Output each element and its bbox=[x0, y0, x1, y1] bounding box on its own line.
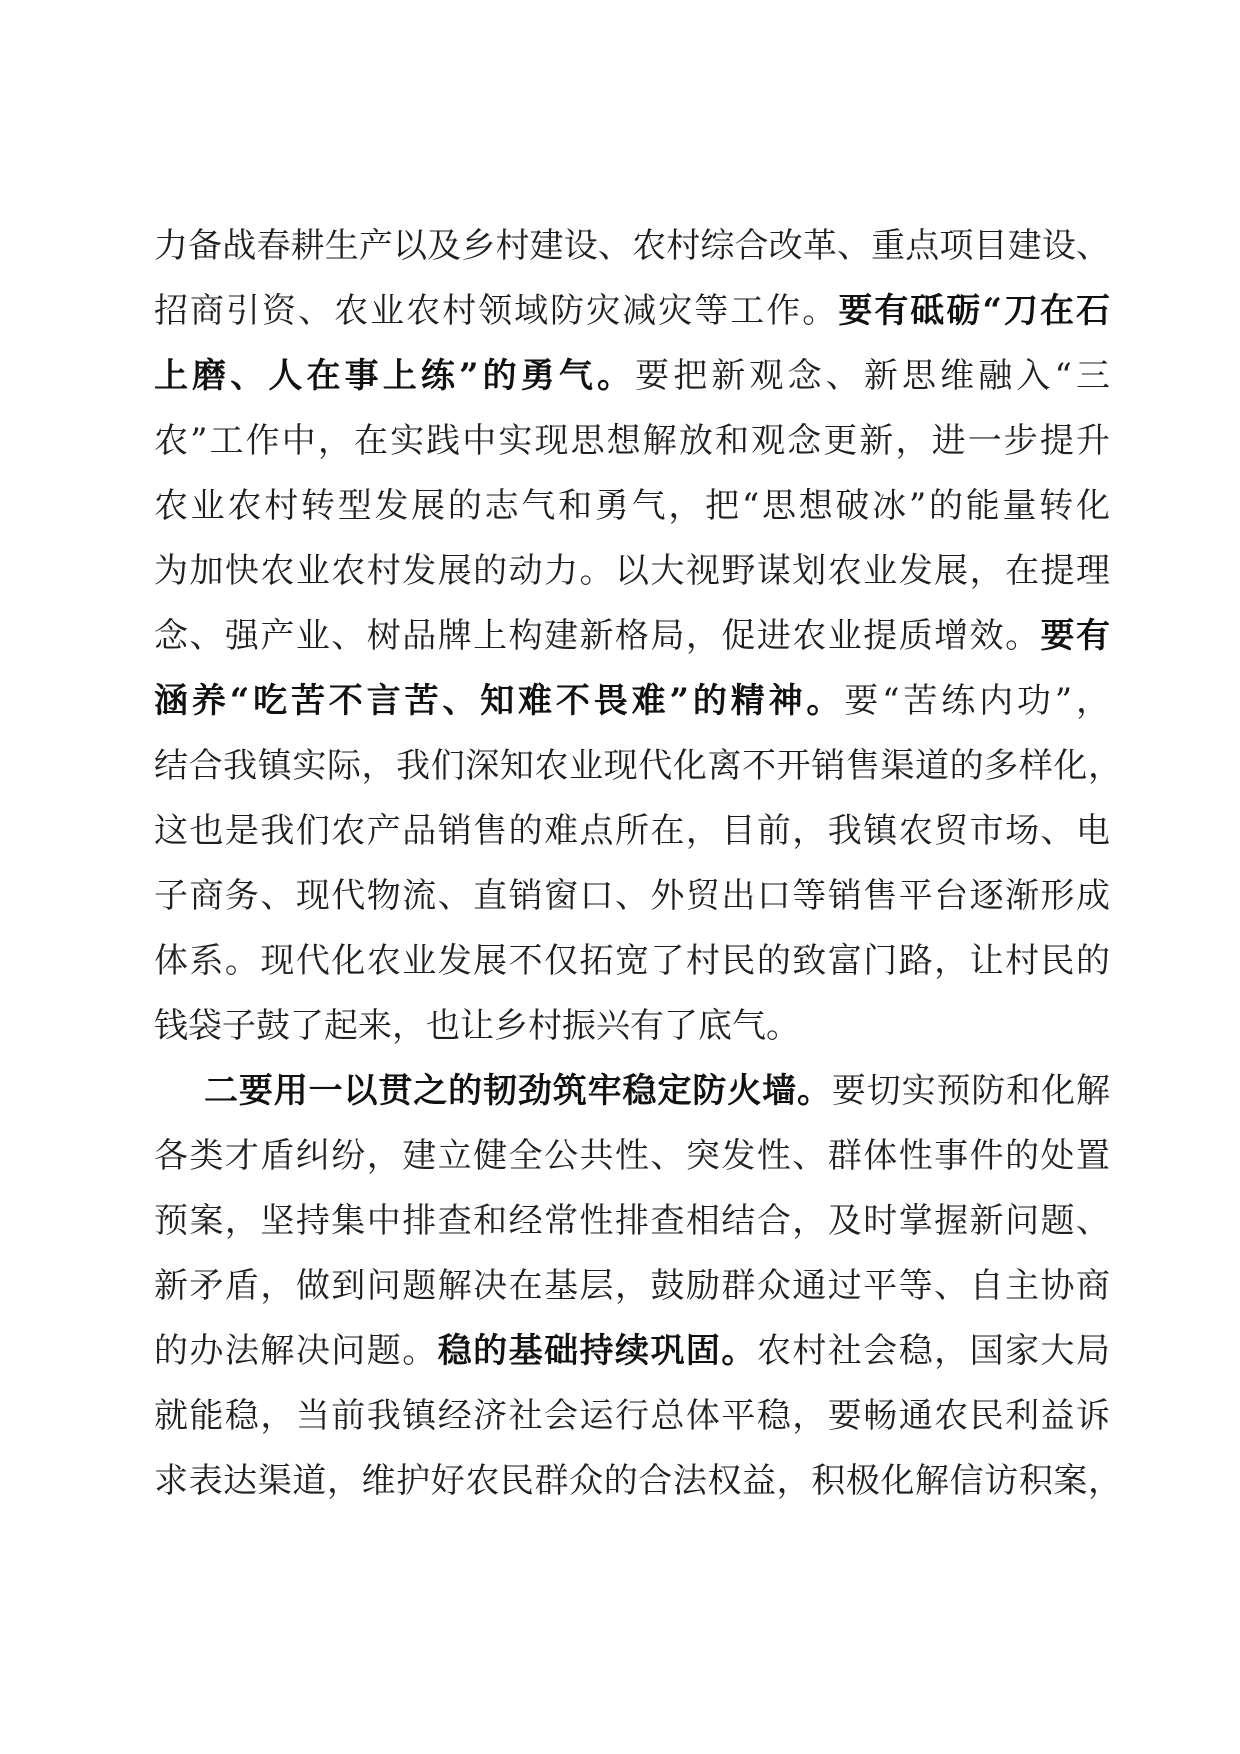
text-line bbox=[154, 539, 1110, 604]
bold-text-segment: 要有砥砺“刀在石 bbox=[838, 291, 1111, 331]
text-segment: 力备战春耕生产以及乡村建设、农村综合改革、重点项目建设、 bbox=[154, 226, 1110, 266]
text-line bbox=[154, 669, 1110, 734]
text-segment: 要切实预防和化解 bbox=[831, 1071, 1111, 1111]
text-segment: 子商务、现代物流、直销窗口、外贸出口等销售平台逐渐形成 bbox=[154, 876, 1110, 916]
text-segment: 要“苦练内功”， bbox=[844, 681, 1110, 721]
text-line bbox=[154, 604, 1110, 669]
bold-text-segment: 二要用一以贯之的韧劲筑牢稳定防火墙。 bbox=[204, 1071, 832, 1111]
text-line bbox=[154, 929, 1110, 994]
text-segment: 要把新观念、新思维融入“三 bbox=[635, 356, 1110, 396]
text-line bbox=[154, 799, 1110, 864]
text-line bbox=[154, 1189, 1110, 1254]
text-segment: 预案，坚持集中排查和经常性排查相结合，及时掌握新问题、 bbox=[154, 1201, 1110, 1241]
text-segment: 农业农村转型发展的志气和勇气，把“思想破冰”的能量转化 bbox=[154, 486, 1110, 526]
text-line bbox=[154, 1384, 1110, 1449]
bold-text-segment: 稳的基础持续巩固。 bbox=[437, 1331, 757, 1371]
text-segment: 体系。现代化农业发展不仅拓宽了村民的致富门路，让村民的 bbox=[154, 941, 1110, 981]
text-segment: 新矛盾，做到问题解决在基层，鼓励群众通过平等、自主协商 bbox=[154, 1266, 1110, 1306]
text-line bbox=[154, 344, 1110, 409]
text-segment: 各类才盾纠纷，建立健全公共性、突发性、群体性事件的处置 bbox=[154, 1136, 1110, 1176]
text-segment: 念、强产业、树品牌上构建新格局，促进农业提质增效。 bbox=[154, 616, 1041, 656]
text-line bbox=[154, 1449, 1122, 1514]
text-segment: 的办法解决问题。 bbox=[154, 1331, 438, 1371]
text-segment: 钱袋子鼓了起来，也让乡村振兴有了底气。 bbox=[154, 1006, 800, 1046]
text-segment: 农村社会稳，国家大局 bbox=[756, 1331, 1111, 1371]
text-line bbox=[154, 864, 1110, 929]
text-line bbox=[204, 1059, 1110, 1124]
text-segment: 招商引资、农业农村领域防灾减灾等工作。 bbox=[154, 291, 839, 331]
paragraph bbox=[154, 214, 1120, 1059]
text-line bbox=[154, 409, 1110, 474]
text-segment: 农”工作中，在实践中实现思想解放和观念更新，进一步提升 bbox=[154, 421, 1110, 461]
document-body bbox=[154, 214, 1120, 1514]
bold-text-segment: 要有 bbox=[1040, 616, 1111, 656]
text-line bbox=[154, 1124, 1110, 1189]
text-line bbox=[154, 1319, 1110, 1384]
text-segment: 就能稳，当前我镇经济社会运行总体平稳，要畅通农民利益诉 bbox=[154, 1396, 1110, 1436]
bold-text-segment: 涵养“吃苦不言苦、知难不畏难”的精神。 bbox=[154, 681, 845, 721]
bold-text-segment: 上磨、人在事上练”的勇气。 bbox=[154, 356, 636, 396]
text-line bbox=[154, 214, 1110, 279]
text-line bbox=[154, 994, 1110, 1059]
text-line bbox=[154, 279, 1110, 344]
text-segment: 为加快农业农村发展的动力。以大视野谋划农业发展，在提理 bbox=[154, 551, 1110, 591]
text-segment: 求表达渠道，维护好农民群众的合法权益，积极化解信访积案， bbox=[154, 1461, 1122, 1501]
text-line bbox=[154, 1254, 1110, 1319]
text-line bbox=[154, 474, 1110, 539]
text-segment: 这也是我们农产品销售的难点所在，目前，我镇农贸市场、电 bbox=[154, 811, 1110, 851]
text-line bbox=[154, 734, 1122, 799]
paragraph bbox=[154, 1059, 1120, 1514]
text-segment: 结合我镇实际，我们深知农业现代化离不开销售渠道的多样化， bbox=[154, 746, 1122, 786]
